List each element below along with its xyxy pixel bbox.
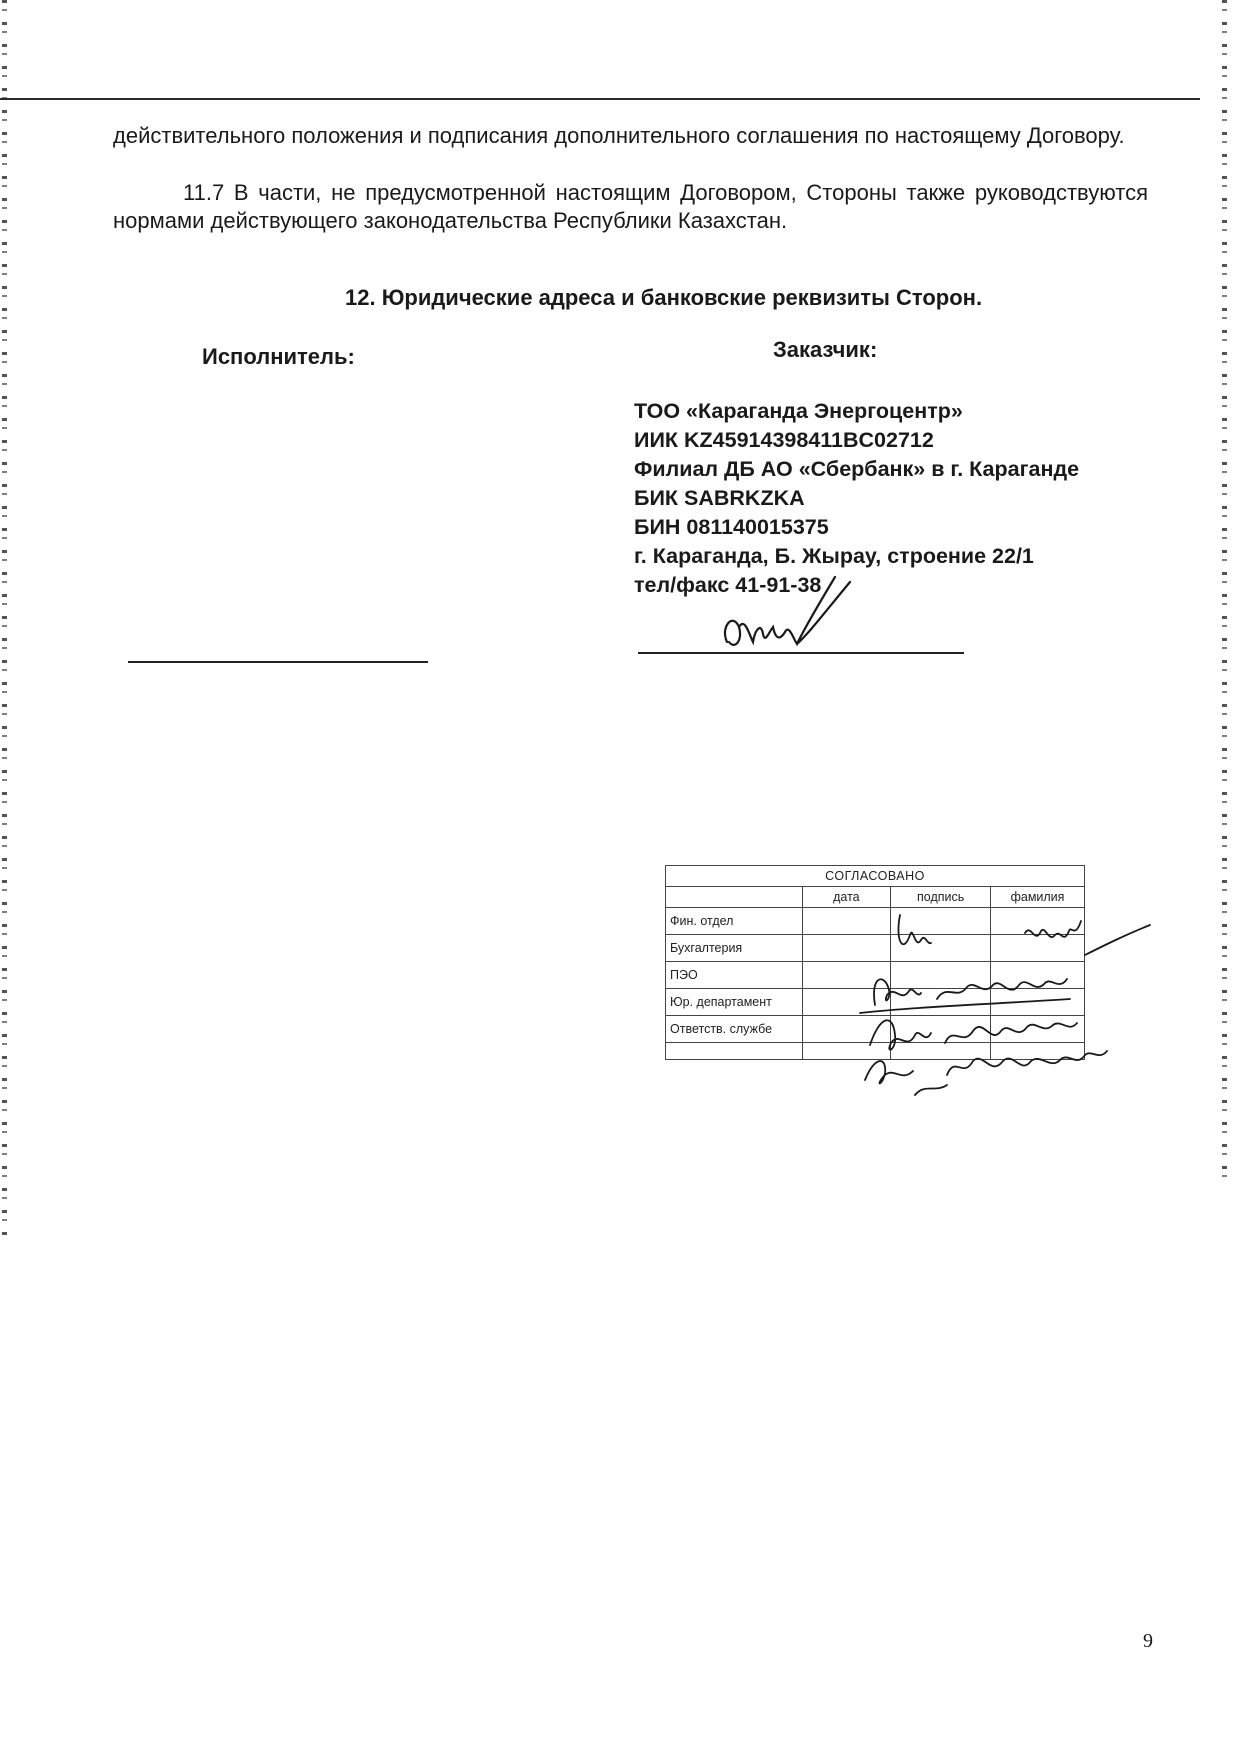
stamp-title: СОГЛАСОВАНО bbox=[666, 866, 1085, 887]
page-top-rule bbox=[0, 98, 1200, 100]
executor-signature-line bbox=[128, 661, 428, 663]
stamp-row-label: Бухгалтерия bbox=[666, 935, 803, 962]
scan-edge-left bbox=[2, 0, 7, 1240]
customer-requisites bbox=[634, 397, 1079, 600]
stamp-column-surname: фамилия bbox=[991, 887, 1085, 908]
clause-continuation: действительного положения и подписания дополнительного соглашения по настоящему Договору. bbox=[113, 123, 1125, 148]
customer-signature bbox=[715, 572, 865, 662]
stamp-row-label: ПЭО bbox=[666, 962, 803, 989]
stamp-column-date: дата bbox=[802, 887, 891, 908]
page-number: 9 bbox=[1143, 1630, 1153, 1652]
stamp-row-label: Юр. департамент bbox=[666, 989, 803, 1016]
customer-label: Заказчик: bbox=[773, 337, 878, 362]
stamp-row-label: Ответств. службе bbox=[666, 1016, 803, 1043]
executor-label: Исполнитель: bbox=[202, 344, 355, 369]
requisite-bik: БИК SABRKZKA bbox=[634, 486, 805, 510]
stamp-handwritten-signatures bbox=[855, 895, 1165, 1095]
requisite-iik: ИИК KZ45914398411BC02712 bbox=[634, 428, 934, 452]
section-title: 12. Юридические адреса и банковские реквизиты Сторон. bbox=[345, 285, 983, 310]
stamp-column-signature: подпись bbox=[891, 887, 991, 908]
stamp-header-blank bbox=[666, 887, 803, 908]
requisite-address: г. Караганда, Б. Жырау, строение 22/1 bbox=[634, 544, 1034, 568]
requisite-bin: БИН 081140015375 bbox=[634, 515, 829, 539]
clause-11-7: 11.7 В части, не предусмотренной настоящим Договором, Стороны также руководствуются нормами действующего законодательства Республики Казахстан. bbox=[113, 180, 1148, 233]
scan-edge-right bbox=[1222, 0, 1227, 1180]
requisite-company: ТОО «Караганда Энергоцентр» bbox=[634, 399, 963, 423]
requisite-phone: тел/факс 41-91-38 bbox=[634, 573, 822, 597]
requisite-bank: Филиал ДБ АО «Сбербанк» в г. Караганде bbox=[634, 457, 1080, 481]
stamp-row-label: Фин. отдел bbox=[666, 908, 803, 935]
